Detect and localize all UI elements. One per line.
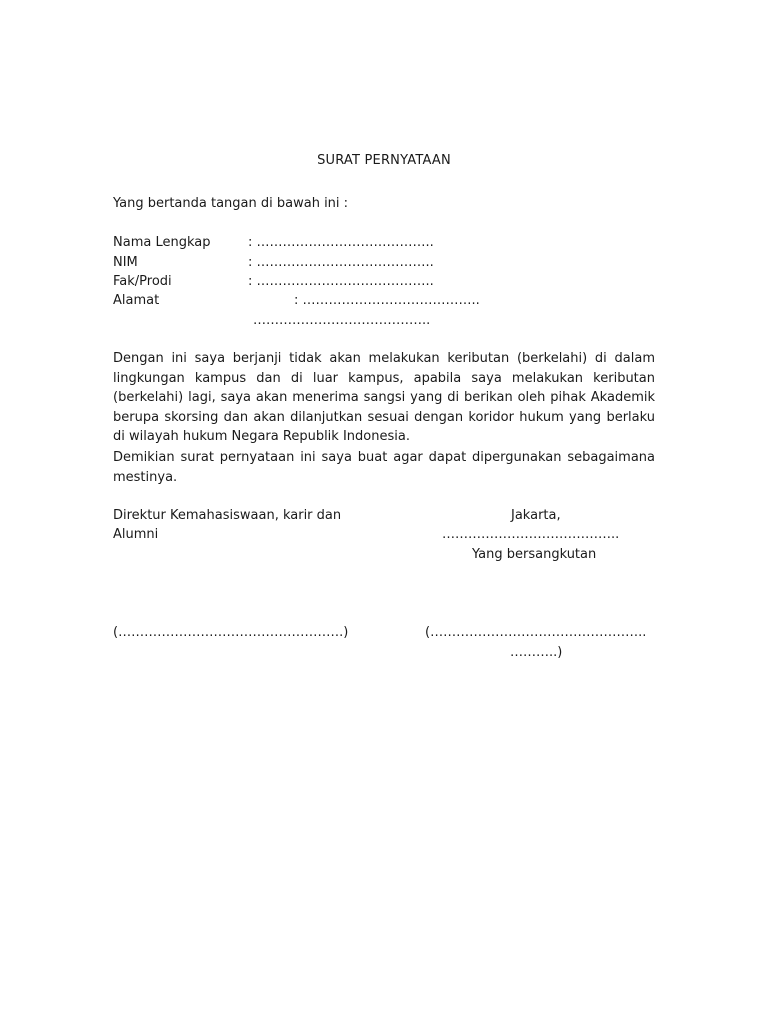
closing-paragraph: Demikian surat pernyataan ini saya buat agar dapat dipergunakan sebagaimana mestinya. <box>113 450 655 485</box>
field-value-alamat: : ………………………………….. <box>294 293 480 308</box>
intro-text: Yang bertanda tangan di bawah ini : <box>113 196 349 211</box>
statement-paragraph: Dengan ini saya berjanji tidak akan melakukan keributan (berkelahi) di dalam lingkungan kampus dan di luar kampus, apabila saya melakukan keributan (berkelahi) lagi, saya akan menerima sangsi yang di berikan oleh pihak Akademik berupa skorsing dan akan dilanjutkan sesuai dengan koridor hukum yang berlaku di wilayah hukum Negara Republik Indonesia. <box>113 351 655 445</box>
field-value-alamat-continuation: ………………………………….. <box>253 313 431 328</box>
field-label-alamat: Alamat <box>113 293 160 308</box>
field-value-fakprodi: : ………………………………….. <box>248 274 434 289</box>
right-signature-name-blank-cont: ………..) <box>510 645 563 660</box>
field-value-nim: : ………………………………….. <box>248 255 434 270</box>
right-city: Jakarta, <box>511 508 561 523</box>
left-signature-name-blank: (…………………………………………….) <box>113 625 349 640</box>
field-label-nama: Nama Lengkap <box>113 235 211 250</box>
document-title: SURAT PERNYATAAN <box>317 153 451 168</box>
left-signatory-role-line2: Alumni <box>113 527 159 542</box>
field-value-nama: : ………………………………….. <box>248 235 434 250</box>
field-label-fakprodi: Fak/Prodi <box>113 274 172 289</box>
right-signature-name-blank: (………………………………………….. <box>425 625 647 640</box>
right-signatory-role: Yang bersangkutan <box>472 547 597 562</box>
left-signatory-role-line1: Direktur Kemahasiswaan, karir dan <box>113 508 342 523</box>
right-date-blank: ………………………………….. <box>442 527 620 542</box>
field-label-nim: NIM <box>113 255 138 270</box>
